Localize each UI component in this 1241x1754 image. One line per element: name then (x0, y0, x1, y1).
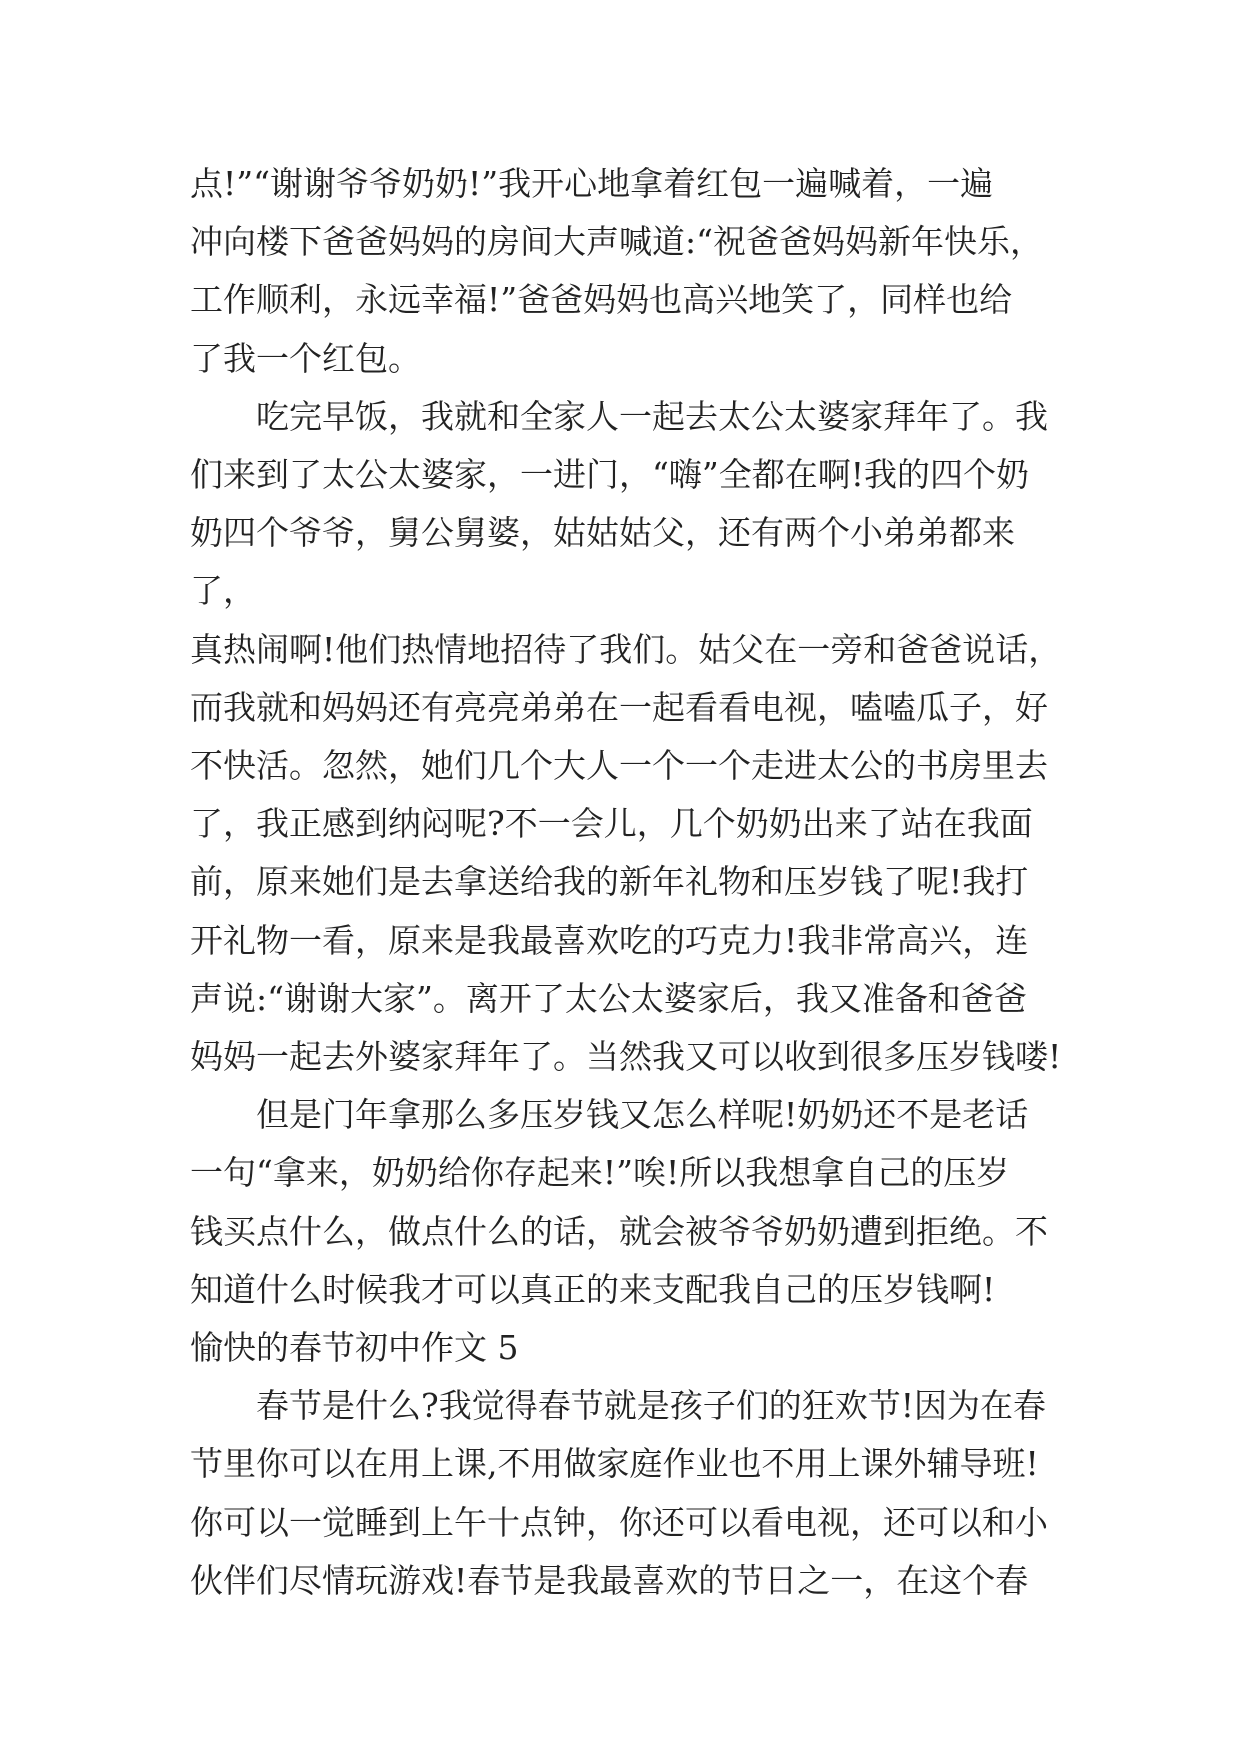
essay-heading: 愉快的春节初中作文 5 (190, 1328, 519, 1368)
paragraph-4: 春节是什么?我觉得春节就是孩子们的狂欢节!因为在春 节里你可以在用上课,不用做家庭作业也不用上课外辅导班! 你可以一觉睡到上午十点钟，你还可以看电视，还可以和小 伙伴们尽情玩游戏!春节是我最喜欢的节日之一，在这个春 (190, 1386, 1048, 1600)
document-body (190, 155, 1070, 1610)
paragraph-2: 吃完早饭，我就和全家人一起去太公太婆家拜年了。我 们来到了太公太婆家，一进门，“嗨”全都在啊!我的四个奶 奶四个爷爷，舅公舅婆，姑姑姑父，还有两个小弟弟都来了， 真热闹啊!他们热情地招待了我们。姑父在一旁和爸爸说话， 而我就和妈妈还有亮亮弟弟在一起看看电视，嗑嗑瓜子，好 不快活。忽然，她们几个大人一个一个走进太公的书房里去 了，我正感到纳闷呢?不一会儿，几个奶奶出来了站在我面 前，原来她们是去拿送给我的新年礼物和压岁钱了呢!我打 开礼物一看，原来是我最喜欢吃的巧克力!我非常高兴，连 声说:“谢谢大家”。离开了太公太婆家后，我又准备和爸爸 妈妈一起去外婆家拜年了。当然我又可以收到很多压岁钱喽! (190, 396, 1062, 1077)
paragraph-3: 但是门年拿那么多压岁钱又怎么样呢!奶奶还不是老话 一句“拿来，奶奶给你存起来!”唉!所以我想拿自己的压岁 钱买点什么，做点什么的话，就会被爷爷奶奶遭到拒绝。不 知道什么时候我才可以真正的来支配我自己的压岁钱啊! (190, 1095, 1048, 1309)
paragraph-1: 点!”“谢谢爷爷奶奶!”我开心地拿着红包一遍喊着，一遍 冲向楼下爸爸妈妈的房间大声喊道:“祝爸爸妈妈新年快乐， 工作顺利，永远幸福!”爸爸妈妈也高兴地笑了，同样也给 了我一个红包。 (190, 164, 1043, 378)
